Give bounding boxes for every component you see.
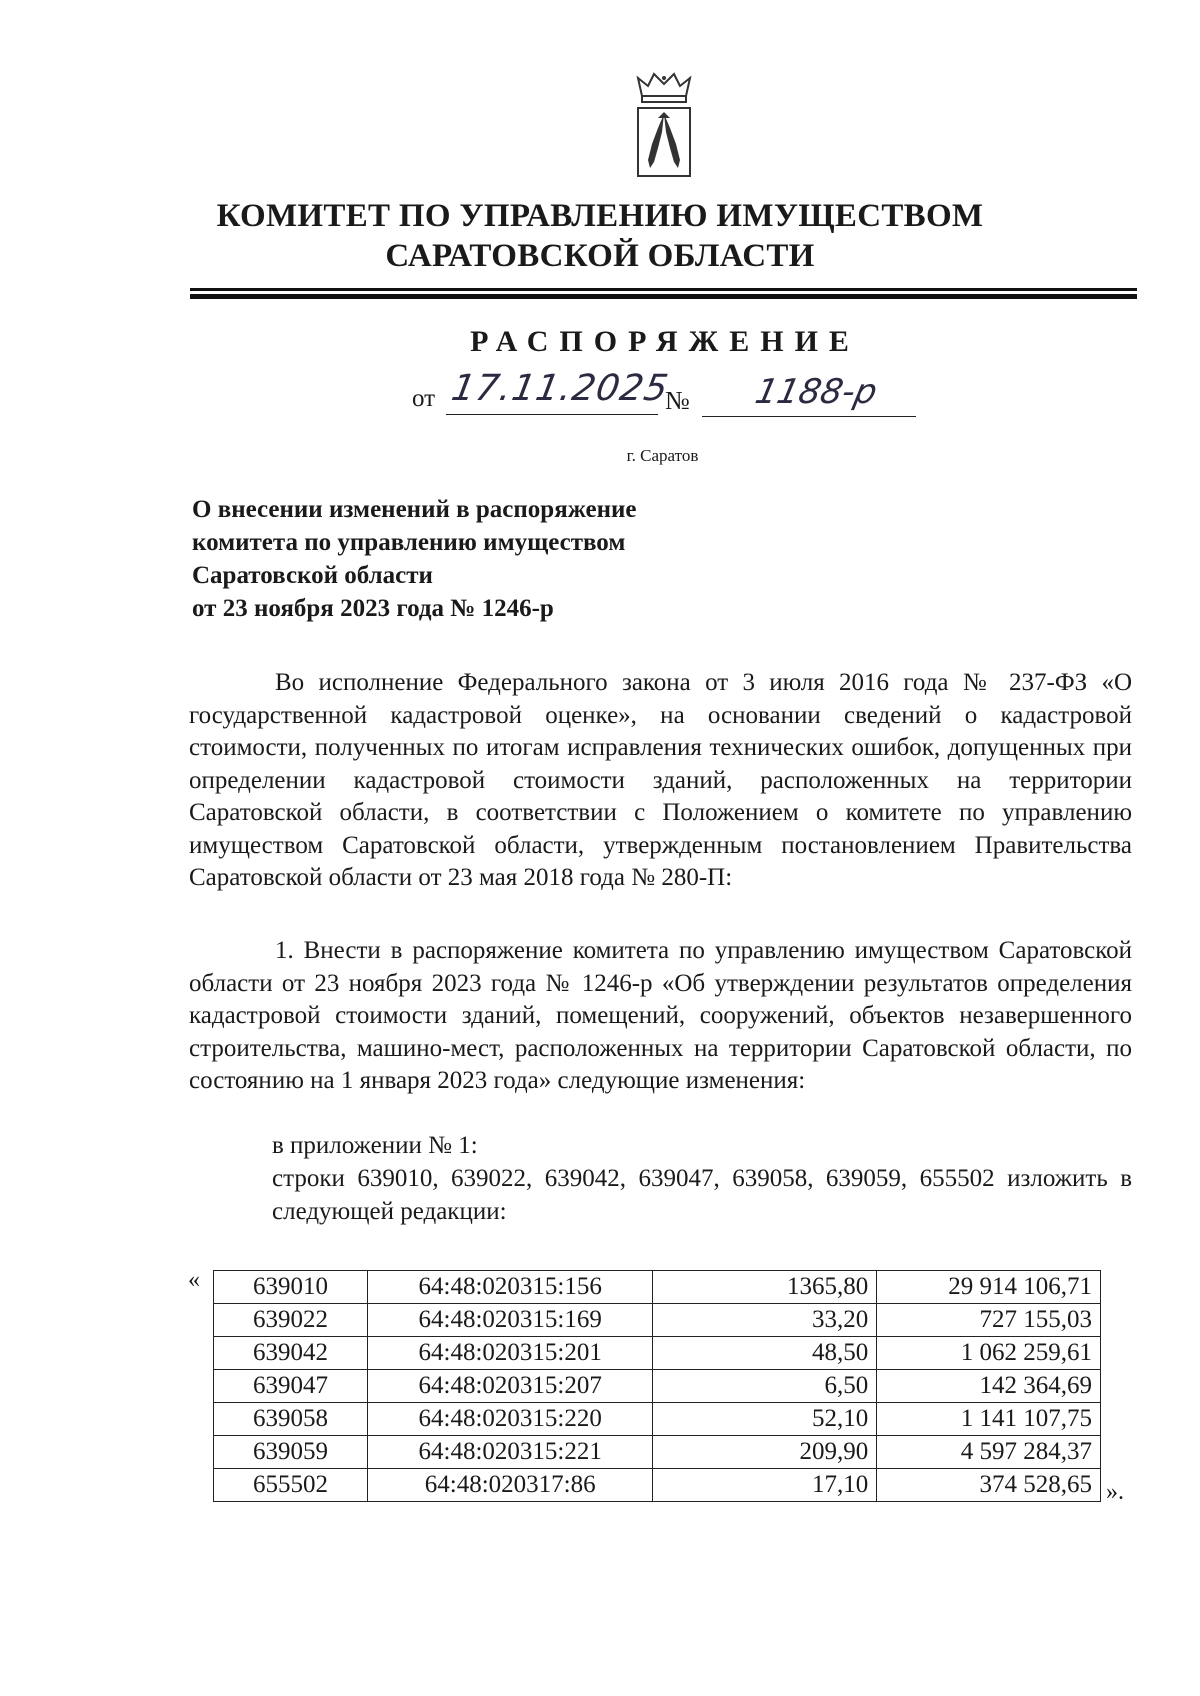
header-rule-thin: [190, 288, 1137, 291]
date-label: от: [412, 385, 436, 412]
cadastral-number-cell: 64:48:020315:169: [367, 1304, 653, 1337]
cadastral-number-cell: 64:48:020315:207: [367, 1370, 653, 1403]
document-number: 1188-р: [751, 372, 881, 412]
area-cell: 6,50: [653, 1370, 877, 1403]
cadastral-value-table: [213, 1270, 1101, 1502]
cadastral-value-cell: 29 914 106,71: [877, 1271, 1101, 1304]
area-cell: 209,90: [653, 1436, 877, 1469]
row-number-cell: 639059: [214, 1436, 368, 1469]
cadastral-number-cell: 64:48:020315:156: [367, 1271, 653, 1304]
document-type: РАСПОРЯЖЕНИЕ: [470, 325, 860, 358]
row-number-cell: 639022: [214, 1304, 368, 1337]
preamble-paragraph: Во исполнение Федерального закона от 3 июля 2016 года № 237-ФЗ «О государственной кадастровой оценке», на основании сведений о кадастровой стоимости, полученных по итогам исправления технических ошибок, допущенных при определении кадастровой стоимости зданий, расположенных на территории Саратовской области, в соответствии с Положением о комитете по управлению имуществом Саратовской области, утвержденным постановлением Правительства Саратовской области от 23 мая 2018 года № 280-П:: [189, 669, 1132, 891]
saratov-coat-of-arms-icon: [628, 70, 700, 182]
area-cell: 33,20: [653, 1304, 877, 1337]
table-row: [214, 1436, 1101, 1469]
appendix-line: в приложении № 1:: [272, 1132, 478, 1159]
header-rule-thick: [190, 294, 1137, 299]
subject-line: Саратовской области: [192, 562, 433, 589]
cadastral-value-cell: 142 364,69: [877, 1370, 1101, 1403]
area-cell: 52,10: [653, 1403, 877, 1436]
area-cell: 48,50: [653, 1337, 877, 1370]
cadastral-value-cell: 1 062 259,61: [877, 1337, 1101, 1370]
document-city: г. Саратов: [626, 446, 699, 465]
subject-line: О внесении изменений в распоряжение: [192, 496, 637, 523]
document-date: 17.11.2025: [448, 368, 672, 409]
org-name-line1: КОМИТЕТ ПО УПРАВЛЕНИЮ ИМУЩЕСТВОМ: [216, 198, 984, 234]
subject-line: комитета по управлению имуществом: [192, 529, 626, 556]
cadastral-value-cell: 4 597 284,37: [877, 1436, 1101, 1469]
cadastral-value-cell: 1 141 107,75: [877, 1403, 1101, 1436]
row-number-cell: 655502: [214, 1469, 368, 1502]
row-number-cell: 639047: [214, 1370, 368, 1403]
cadastral-value-cell: 727 155,03: [877, 1304, 1101, 1337]
table-row: [214, 1304, 1101, 1337]
cadastral-value-cell: 374 528,65: [877, 1469, 1101, 1502]
row-number-cell: 639058: [214, 1403, 368, 1436]
table-quote-close: ».: [1106, 1479, 1124, 1505]
area-cell: 1365,80: [653, 1271, 877, 1304]
number-label: №: [665, 386, 690, 415]
cadastral-number-cell: 64:48:020317:86: [367, 1469, 653, 1502]
item-1-paragraph: 1. Внести в распоряжение комитета по управлению имуществом Саратовской области от 23 ноября 2023 года № 1246-р «Об утверждении результатов определения кадастровой стоимости зданий, помещений, сооружений, объектов незавершенного строительства, машино-мест, расположенных на территории Саратовской области, по состоянию на 1 января 2023 года» следующие изменения:: [189, 937, 1132, 1094]
row-number-cell: 639010: [214, 1271, 368, 1304]
row-number-cell: 639042: [214, 1337, 368, 1370]
table-row: [214, 1271, 1101, 1304]
table-row: [214, 1337, 1101, 1370]
cadastral-number-cell: 64:48:020315:220: [367, 1403, 653, 1436]
document-subject: [192, 493, 637, 625]
rows-instruction: строки 639010, 639022, 639042, 639047, 639058, 639059, 655502 изложить в следующей редакции:: [272, 1165, 1132, 1225]
org-name-line2: САРАТОВСКОЙ ОБЛАСТИ: [385, 238, 815, 274]
table-row: [214, 1403, 1101, 1436]
cadastral-number-cell: 64:48:020315:201: [367, 1337, 653, 1370]
subject-line: от 23 ноября 2023 года № 1246-р: [192, 595, 554, 622]
area-cell: 17,10: [653, 1469, 877, 1502]
cadastral-number-cell: 64:48:020315:221: [367, 1436, 653, 1469]
table-row: [214, 1469, 1101, 1502]
number-underline: [702, 416, 916, 417]
table-quote-open: «: [188, 1267, 200, 1293]
table-row: [214, 1370, 1101, 1403]
date-underline: [446, 414, 658, 415]
